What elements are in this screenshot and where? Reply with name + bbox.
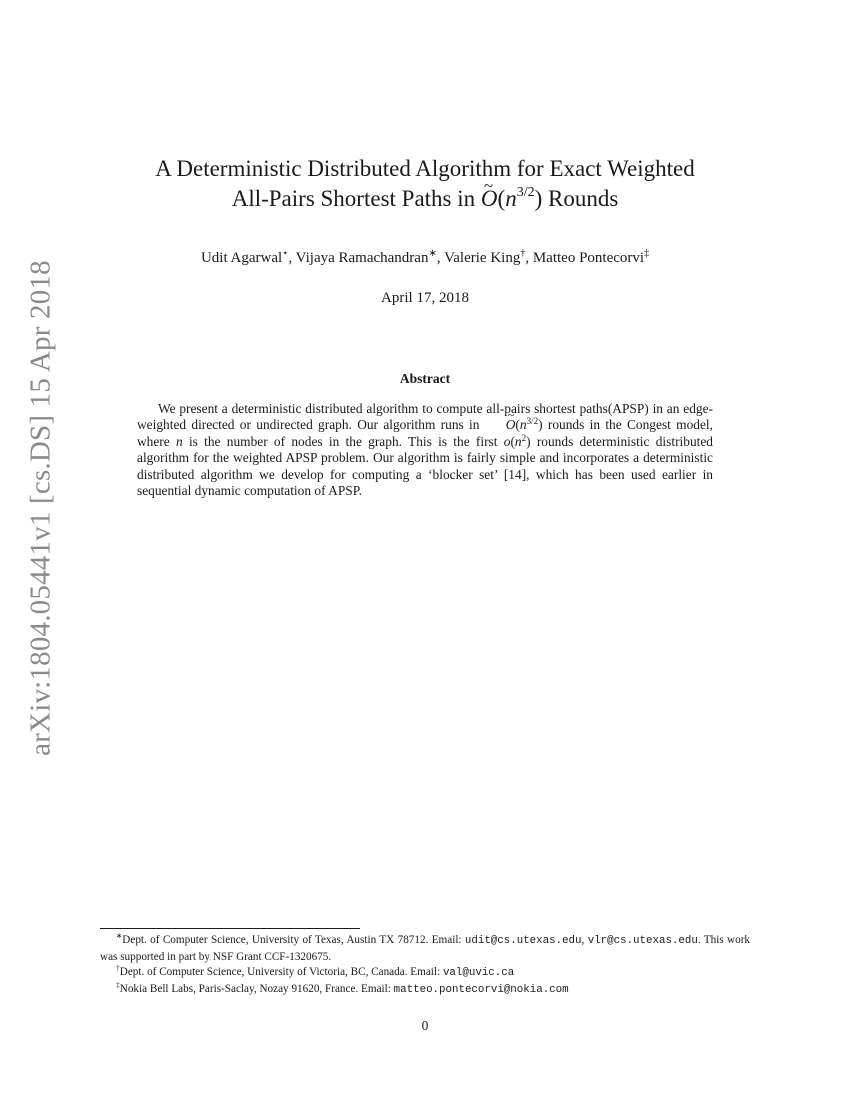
- publication-date: April 17, 2018: [381, 290, 469, 306]
- footnote-divider: [100, 928, 360, 929]
- footnote-text: Dept. of Computer Science, University of Texas, Austin TX 78712. Email:: [122, 934, 465, 946]
- author-name: Udit Agarwal: [200, 250, 283, 266]
- arxiv-identifier-stamp: [21, 260, 61, 756]
- author-affiliation-mark: ∗: [428, 248, 437, 259]
- abstract-exponent: 2: [521, 432, 527, 443]
- title-line-2-suffix: ) Rounds: [534, 186, 619, 211]
- footnote-text: Dept. of Computer Science, University of Victoria, BC, Canada. Email:: [119, 966, 443, 978]
- email-link[interactable]: matteo.pontecorvi@nokia.com: [393, 983, 569, 996]
- abstract-paren: (: [515, 417, 520, 433]
- email-link[interactable]: vlr@cs.utexas.edu: [587, 935, 698, 947]
- title-line-2-prefix: All-Pairs Shortest Paths in: [231, 186, 481, 211]
- abstract-paren: (: [510, 433, 515, 449]
- abstract-text: We present a deterministic distributed algorithm to compute all-pairs shortest paths(APSP) in an edge-weighted directed or undirected graph. Our algorithm runs in: [137, 401, 713, 433]
- title-paren-open: (: [497, 186, 506, 211]
- footnote-text: . This work was supported in part by NSF Grant CCF-1320675.: [100, 934, 751, 963]
- author-separator: ,: [436, 250, 445, 266]
- abstract-heading: Abstract: [399, 371, 451, 386]
- footnote-text: Nokia Bell Labs, Paris-Saclay, Nozay 91620, France. Email:: [119, 982, 394, 995]
- footnote-mark: †: [116, 963, 120, 972]
- author-affiliation-mark: ⋆: [282, 248, 289, 259]
- author-list: [100, 250, 750, 267]
- footnote-3: [100, 979, 750, 999]
- author-affiliation-mark: †: [520, 248, 526, 259]
- title-n-variable: n: [505, 186, 517, 211]
- abstract-o-small: o: [503, 433, 511, 449]
- abstract-n-variable: n: [514, 433, 522, 449]
- title-exponent: 3/2: [516, 185, 535, 200]
- abstract-text: ) rounds in the Congest model, where: [137, 417, 713, 449]
- footnote-1: [100, 933, 750, 965]
- footnotes: [100, 933, 750, 998]
- author-separator: ,: [288, 250, 296, 266]
- footnote-2: [100, 965, 750, 982]
- email-link[interactable]: val@uvic.ca: [442, 967, 515, 979]
- author-name: Matteo Pontecorvi: [532, 250, 645, 266]
- paper-title: [100, 154, 750, 214]
- footnote-mark: ∗: [116, 931, 123, 940]
- title-o-tilde: ~ O: [481, 184, 498, 214]
- abstract-o-tilde: ~ O: [485, 417, 516, 433]
- footnote-separator: ,: [581, 934, 588, 946]
- author-name: Vijaya Ramachandran: [295, 250, 429, 266]
- abstract-text: ) rounds deterministic distributed algorithm for the weighted APSP problem. Our algorithm is fairly simple and incorporates a deterministic distributed algorithm we develop for computing a ‘blocker set’ [14], which has been used earlier in sequential dynamic computation of APSP.: [137, 433, 713, 499]
- arxiv-identifier-text: arXiv:1804.05441v1 [cs.DS] 15 Apr 2018: [24, 260, 57, 756]
- abstract-exponent: 3/2: [526, 416, 539, 427]
- abstract-n-variable: n: [519, 417, 527, 433]
- author-affiliation-mark: ‡: [644, 248, 650, 259]
- abstract-body: [137, 401, 713, 499]
- author-separator: ,: [525, 250, 533, 266]
- email-link[interactable]: udit@cs.utexas.edu: [464, 935, 582, 947]
- author-name: Valerie King: [444, 250, 521, 266]
- title-line-1: A Deterministic Distributed Algorithm for Exact Weighted: [155, 156, 695, 181]
- abstract-text: is the number of nodes in the graph. This is the first: [182, 433, 504, 449]
- footnote-mark: ‡: [116, 979, 120, 989]
- page-number: 0: [421, 1018, 429, 1033]
- abstract-n-variable: n: [175, 433, 183, 449]
